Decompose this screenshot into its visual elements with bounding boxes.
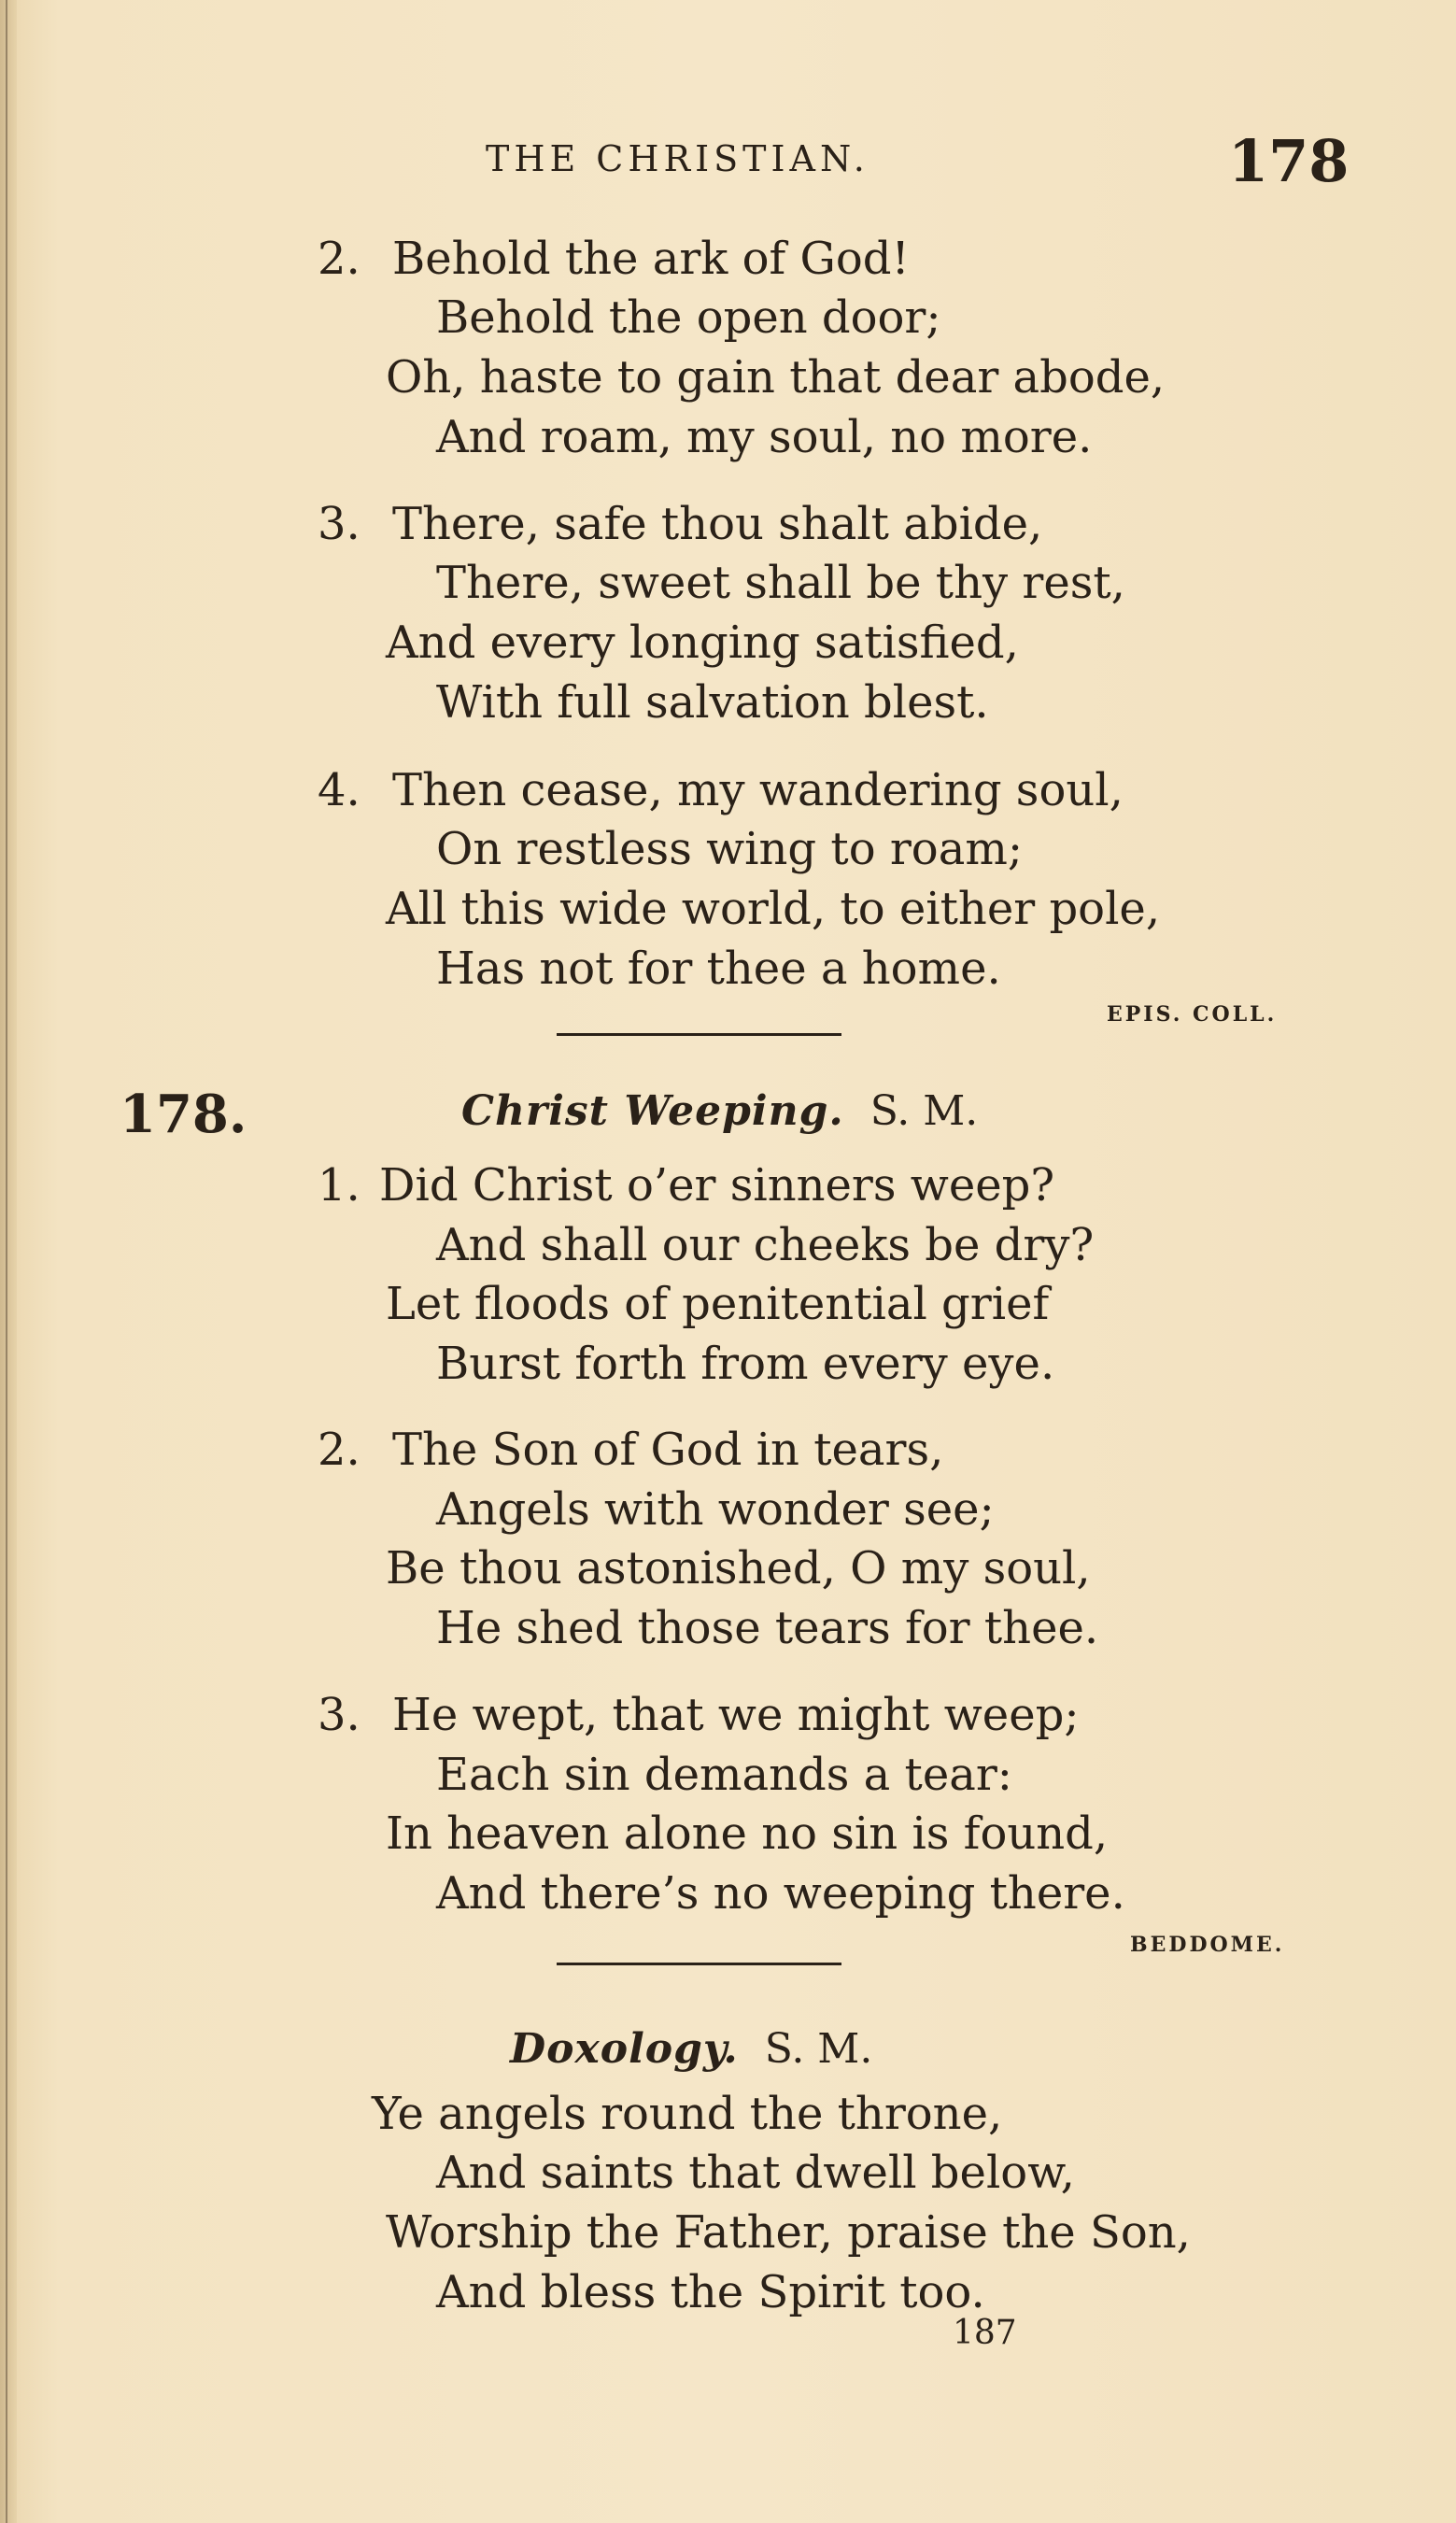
verse-line: And bless the Spirit too. xyxy=(436,2266,985,2318)
hymn-attribution: BEDDOME. xyxy=(1130,1933,1285,1957)
verse-line: And shall our cheeks be dry? xyxy=(436,1219,1095,1271)
verse-line: Let floods of penitential grief xyxy=(386,1278,1050,1330)
running-head-page-number: 178 xyxy=(1228,127,1350,195)
verse-line: All this wide world, to either pole, xyxy=(386,883,1161,935)
verse-line: And saints that dwell below, xyxy=(436,2147,1075,2199)
hymn-title: Christ Weeping. xyxy=(461,1087,844,1135)
doxology-meter: S. M. xyxy=(764,2025,873,2073)
stanza-number: 2. xyxy=(318,233,360,285)
stanza-number: 2. xyxy=(318,1424,360,1476)
section-rule xyxy=(557,1033,841,1036)
verse-line: In heaven alone no sin is found, xyxy=(386,1807,1109,1860)
gutter-line xyxy=(6,0,7,2523)
verse-line: There, safe thou shalt abide, xyxy=(392,498,1043,550)
verse-line: There, sweet shall be thy rest, xyxy=(436,557,1125,609)
doxology-heading xyxy=(510,2025,872,2073)
verse-line: Oh, haste to gain that dear abode, xyxy=(386,351,1166,404)
folio-number: 187 xyxy=(953,2314,1017,2352)
prev-hymn-attribution: EPIS. COLL. xyxy=(1107,1002,1278,1027)
verse-line: Did Christ o’er sinners weep? xyxy=(379,1159,1055,1212)
verse-line: Burst forth from every eye. xyxy=(436,1338,1055,1390)
verse-line: And every longing satisfied, xyxy=(386,617,1019,669)
page-gutter xyxy=(0,0,17,2523)
stanza-number: 3. xyxy=(318,1689,360,1741)
verse-line: Ye angels round the throne, xyxy=(372,2088,1003,2140)
verse-line: Worship the Father, praise the Son, xyxy=(386,2206,1191,2259)
running-head-title: THE CHRISTIAN. xyxy=(486,138,869,179)
verse-line: He wept, that we might weep; xyxy=(392,1689,1080,1741)
verse-line: Angels with wonder see; xyxy=(436,1483,995,1536)
verse-line: And there’s no weeping there. xyxy=(436,1867,1125,1920)
verse-line: Has not for thee a home. xyxy=(436,943,1001,995)
verse-line: With full salvation blest. xyxy=(436,676,989,729)
doxology-title: Doxology. xyxy=(510,2025,739,2073)
verse-line: He shed those tears for thee. xyxy=(436,1602,1099,1654)
running-head xyxy=(0,127,1456,195)
hymn-heading xyxy=(461,1087,978,1135)
verse-line: Each sin demands a tear: xyxy=(436,1749,1012,1801)
hymn-meter: S. M. xyxy=(869,1087,979,1135)
verse-line: Then cease, my wandering soul, xyxy=(392,764,1124,816)
stanza-number: 3. xyxy=(318,498,360,550)
section-rule xyxy=(557,1963,841,1965)
verse-line: Be thou astonished, O my soul, xyxy=(386,1542,1091,1595)
verse-line: On restless wing to roam; xyxy=(436,823,1024,875)
verse-line: Behold the open door; xyxy=(436,291,941,344)
stanza-number: 1. xyxy=(318,1159,360,1212)
verse-line: Behold the ark of God! xyxy=(392,233,910,285)
verse-line: The Son of God in tears, xyxy=(392,1424,944,1476)
verse-line: And roam, my soul, no more. xyxy=(436,411,1093,463)
stanza-number: 4. xyxy=(318,764,360,816)
hymn-number: 178. xyxy=(120,1084,247,1145)
